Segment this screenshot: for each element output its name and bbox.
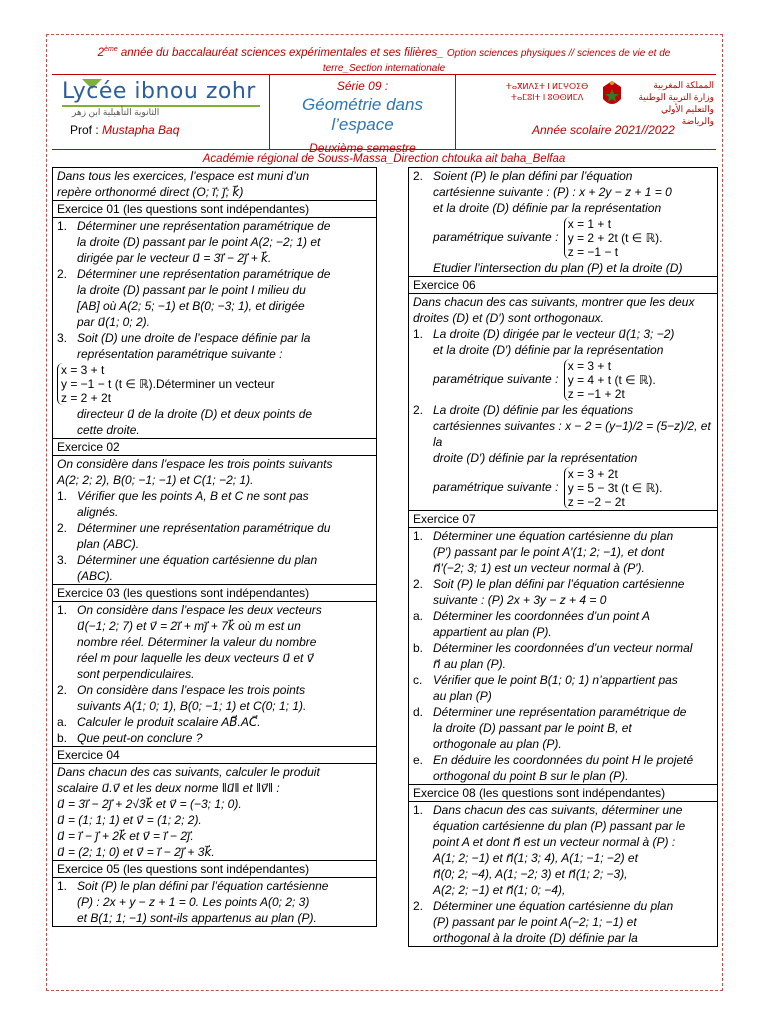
- left-column: [52, 167, 377, 927]
- ministry-arabic-text: المملكة المغربية وزارة التربية الوطنية والتعليم الأولي والرياضة: [638, 80, 714, 126]
- semester-label: Deuxième semestre: [309, 141, 416, 155]
- param-system: x = 1 + t y = 2 + 2t (t ∈ ℝ). z = −1 − t: [564, 217, 663, 259]
- school-year: Année scolaire 2021//2022: [532, 123, 675, 137]
- exercise-04-title: Exercice 04: [52, 747, 377, 764]
- morocco-emblem-icon: [599, 79, 625, 111]
- teacher-name: Prof : Mustapha Baq: [70, 123, 180, 137]
- exercise-02-body: On considère dans l’espace les trois points suivants A(2; 2; 2), B(0; −1; −1) et C(1; −2; 1). 1. Vérifier que les points A, B et C ne sont pas alignés. 2. Déterminer une représentation paramétrique du plan (ABC). 3. Déterminer une équation cartésienne du plan (ABC).: [52, 456, 377, 585]
- right-column: [408, 167, 718, 947]
- exercise-06-title: Exercice 06: [408, 277, 718, 294]
- exercise-05-continued: 2. Soient (P) le plan défini par l’équation cartésienne suivante : (P) : x + 2y − z + 1 = 0 et la droite (D) définie par la représentation paramétrique suivante : x = 1 + t y = 2 + 2t (t ∈ ℝ). z = −1 − t Etudier l’intersection du plan (P) et la droite (D): [408, 167, 718, 277]
- param-system: x = 3 + t y = −1 − t (t ∈ ℝ).Déterminer un vecteur z = 2 + 2t: [57, 363, 275, 405]
- header-ministry-cell: [456, 75, 716, 149]
- header-table: [52, 74, 716, 155]
- header-school-cell: [52, 75, 270, 149]
- chapter-title: Géométrie dans l’espace: [302, 95, 423, 134]
- exercise-01-title: Exercice 01 (les questions sont indépendantes): [52, 201, 377, 218]
- exercise-05-body: 1. Soit (P) le plan défini par l’équation cartésienne (P) : 2x + y − z + 1 = 0. Les points A(0; 2; 3) et B(1; 1; −1) sont-ils appartenus au plan (P).: [52, 878, 377, 927]
- exercise-07-title: Exercice 07: [408, 511, 718, 528]
- school-logo-text: Lycée ibnou zohr: [62, 79, 256, 104]
- param-system: x = 3 + t y = 4 + t (t ∈ ℝ). z = −1 + 2t: [564, 359, 656, 401]
- academy-line: Académie régional de Souss-Massa_Direction chtouka ait baha_Belfaa: [202, 153, 566, 165]
- ministry-tifinagh-text: ⵜⴰⴳⵍⴷⵉⵜ ⵏ ⵍⵎⵖⵔⵉⴱ ⵜⴰⵎⵓⵏⵜ ⵏ ⵓⵙⵙⵍⵎⴷ: [505, 82, 589, 102]
- exercise-06-body: Dans chacun des cas suivants, montrer que les deux droites (D) et (D′) sont orthogonaux. 1. La droite (D) dirigée par le vecteur u⃗(1; 3; −2) et la droite (D′) définie par la représentation paramétrique suivante : x = 3 + t y = 4 + t (t ∈ ℝ). z = −1 + 2t 2. La droite (D) définie par les équations cartésiennes suivantes : x − 2 = (y−1)/2 = (5−z)/2, et la droite (D′) définie par la représentation paramétrique suivante : x = 3 + 2t y = 5 − 3t (t ∈ ℝ). z = −2 − 2t: [408, 294, 718, 511]
- intro-box: Dans tous les exercices, l’espace est muni d’un repère orthonormé direct (O; i⃗; j⃗; k⃗): [52, 167, 377, 201]
- header-title-cell: [270, 75, 456, 155]
- series-label: Série 09 :: [336, 79, 389, 93]
- exercise-05-title: Exercice 05 (les questions sont indépendantes): [52, 861, 377, 878]
- exercise-02-title: Exercice 02: [52, 439, 377, 456]
- school-logo-arabic: الثانوية التأهيلية ابن زهر: [72, 107, 160, 117]
- exercise-03-body: 1. On considère dans l’espace les deux vecteurs u⃗(−1; 2; 7) et v⃗ = 2i⃗ + mj⃗ + 7k⃗ où m est un nombre réel. Déterminer la valeur du nombre réel m pour laquelle les deux vecteurs u⃗ et v⃗ sont perpendiculaires. 2. On considère dans l’espace les trois points suivants A(1; 0; 1), B(0; −1; 1) et C(0; 1; 1). a. Calculer le produit scalaire AB⃗.AC⃗. b. Que peut-on conclure ?: [52, 602, 377, 747]
- exercise-01-body: 1. Déterminer une représentation paramétrique de la droite (D) passant par le point A(2; −2; 1) et dirigée par le vecteur u⃗ = 3i⃗ − 2j⃗ + k⃗. 2. Déterminer une représentation paramétrique de la droite (D) passant par le point I milieu du [AB] où A(2; 5; −1) et B(0; −3; 1), et dirigée par u⃗(1; 0; 2). 3. Soit (D) une droite de l’espace définie par la représentation paramétrique suivante : x = 3 + t y = −1 − t (t ∈ ℝ).Déterminer un vecteur z = 2 + 2t directeur u⃗ de la droite (D) et deux points de cette droite.: [52, 218, 377, 439]
- exercise-08-title: Exercice 08 (les questions sont indépendantes): [408, 785, 718, 802]
- param-system: x = 3 + 2t y = 5 − 3t (t ∈ ℝ). z = −2 − 2t: [564, 467, 663, 509]
- exercise-04-body: Dans chacun des cas suivants, calculer le produit scalaire u⃗.v⃗ et les deux norme ‖u⃗‖ et ‖v⃗‖ : u⃗ = 3i⃗ − 2j⃗ + 2√3k⃗ et v⃗ = (−3; 1; 0). u⃗ = (1; 1; 1) et v⃗ = (1; 2; 2). u⃗ = i⃗ − j⃗ + 2k⃗ et v⃗ = i⃗ − 2j⃗. u⃗ = (2; 1; 0) et v⃗ = i⃗ − 2j⃗ + 3k⃗.: [52, 764, 377, 861]
- school-logo: [62, 77, 260, 121]
- header-title: 2ème année du baccalauréat sciences expérimentales et ses filières_ Option sciences physiques // sciences de vie et de terre_Section internationale: [97, 46, 671, 74]
- exercise-03-title: Exercice 03 (les questions sont indépendantes): [52, 585, 377, 602]
- exercise-07-body: 1. Déterminer une équation cartésienne du plan (P′) passant par le point A′(1; 2; −1), et dont n⃗′(−2; 3; 1) est un vecteur normal à (P′). 2. Soit (P) le plan défini par l’équation cartésienne suivante : (P) 2x + 3y − z + 4 = 0 a. Déterminer les coordonnées d’un point A appartient au plan (P). b. Déterminer les coordonnées d’un vecteur normal n⃗ au plan (P). c. Vérifier que le point B(1; 0; 1) n’appartient pas au plan (P) d. Déterminer une représentation paramétrique de la droite (D) passant par le point B, et orthogonale au plan (P). e. En déduire les coordonnées du point H le projeté orthogonal du point B sur le plan (P).: [408, 528, 718, 785]
- exercise-08-body: 1. Dans chacun des cas suivants, déterminer une équation cartésienne du plan (P) passant par le point A et dont n⃗ est un vecteur normal à (P) : A(1; 2; −1) et n⃗(1; 3; 4), A(1; −1; −2) et n⃗(0; 2; −4), A(1; −2; 3) et n⃗(1; 2; −3), A(2; 2; −1) et n⃗(1; 0; −4), 2. Déterminer une équation cartésienne du plan (P) passant par le point A(−2; 1; −1) et orthogonal à la droite (D) définie par la: [408, 802, 718, 947]
